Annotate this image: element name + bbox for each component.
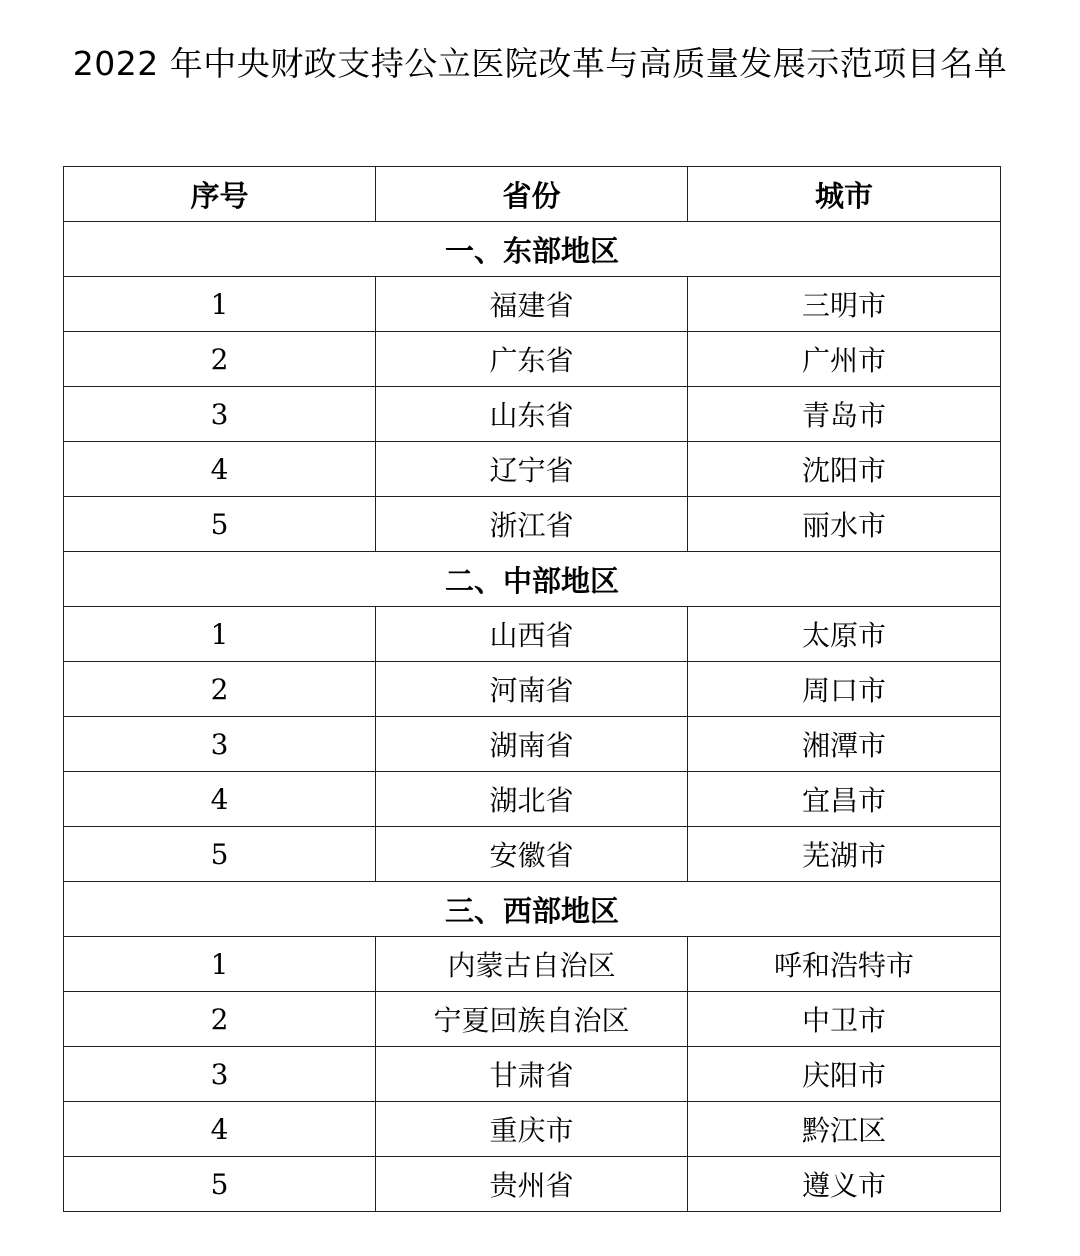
table-row [64,332,1001,387]
table-row [64,607,1001,662]
section-row-east [64,222,1001,277]
section-label-west: 三、西部地区 [64,882,1001,937]
row-city: 中卫市 [688,992,1001,1047]
row-index: 5 [64,1157,376,1212]
row-province: 宁夏回族自治区 [376,992,688,1047]
row-index: 1 [64,277,376,332]
row-province: 福建省 [376,277,688,332]
row-index: 3 [64,717,376,772]
row-province: 山西省 [376,607,688,662]
row-province: 安徽省 [376,827,688,882]
row-index: 4 [64,1102,376,1157]
table-row [64,1157,1001,1212]
header-city: 城市 [688,167,1001,222]
row-province: 辽宁省 [376,442,688,497]
row-city: 宜昌市 [688,772,1001,827]
header-index: 序号 [64,167,376,222]
row-province: 贵州省 [376,1157,688,1212]
row-index: 1 [64,607,376,662]
row-province: 湖北省 [376,772,688,827]
table-row [64,937,1001,992]
row-city: 遵义市 [688,1157,1001,1212]
row-city: 青岛市 [688,387,1001,442]
table-row [64,497,1001,552]
row-index: 5 [64,827,376,882]
row-city: 芜湖市 [688,827,1001,882]
row-index: 3 [64,387,376,442]
section-row-west [64,882,1001,937]
row-province: 山东省 [376,387,688,442]
row-city: 沈阳市 [688,442,1001,497]
row-index: 2 [64,332,376,387]
header-row [64,167,1001,222]
row-city: 广州市 [688,332,1001,387]
row-province: 湖南省 [376,717,688,772]
row-city: 湘潭市 [688,717,1001,772]
table-row [64,717,1001,772]
row-index: 4 [64,442,376,497]
section-label-central: 二、中部地区 [64,552,1001,607]
table-row [64,827,1001,882]
row-province: 河南省 [376,662,688,717]
row-province: 广东省 [376,332,688,387]
table-row [64,442,1001,497]
row-index: 3 [64,1047,376,1102]
table-row [64,277,1001,332]
header-province: 省份 [376,167,688,222]
row-city: 丽水市 [688,497,1001,552]
row-index: 1 [64,937,376,992]
table-row [64,772,1001,827]
row-city: 周口市 [688,662,1001,717]
row-index: 2 [64,662,376,717]
row-city: 三明市 [688,277,1001,332]
table-row [64,387,1001,442]
row-province: 浙江省 [376,497,688,552]
table-row [64,1102,1001,1157]
project-list-table [63,166,1001,1212]
table-row [64,1047,1001,1102]
table-row [64,992,1001,1047]
row-index: 2 [64,992,376,1047]
row-province: 重庆市 [376,1102,688,1157]
row-province: 甘肃省 [376,1047,688,1102]
row-city: 呼和浩特市 [688,937,1001,992]
row-city: 太原市 [688,607,1001,662]
section-row-central [64,552,1001,607]
table-row [64,662,1001,717]
row-city: 黔江区 [688,1102,1001,1157]
row-index: 4 [64,772,376,827]
document-title: 2022 年中央财政支持公立医院改革与高质量发展示范项目名单 [72,44,1008,83]
row-index: 5 [64,497,376,552]
section-label-east: 一、东部地区 [64,222,1001,277]
row-province: 内蒙古自治区 [376,937,688,992]
row-city: 庆阳市 [688,1047,1001,1102]
